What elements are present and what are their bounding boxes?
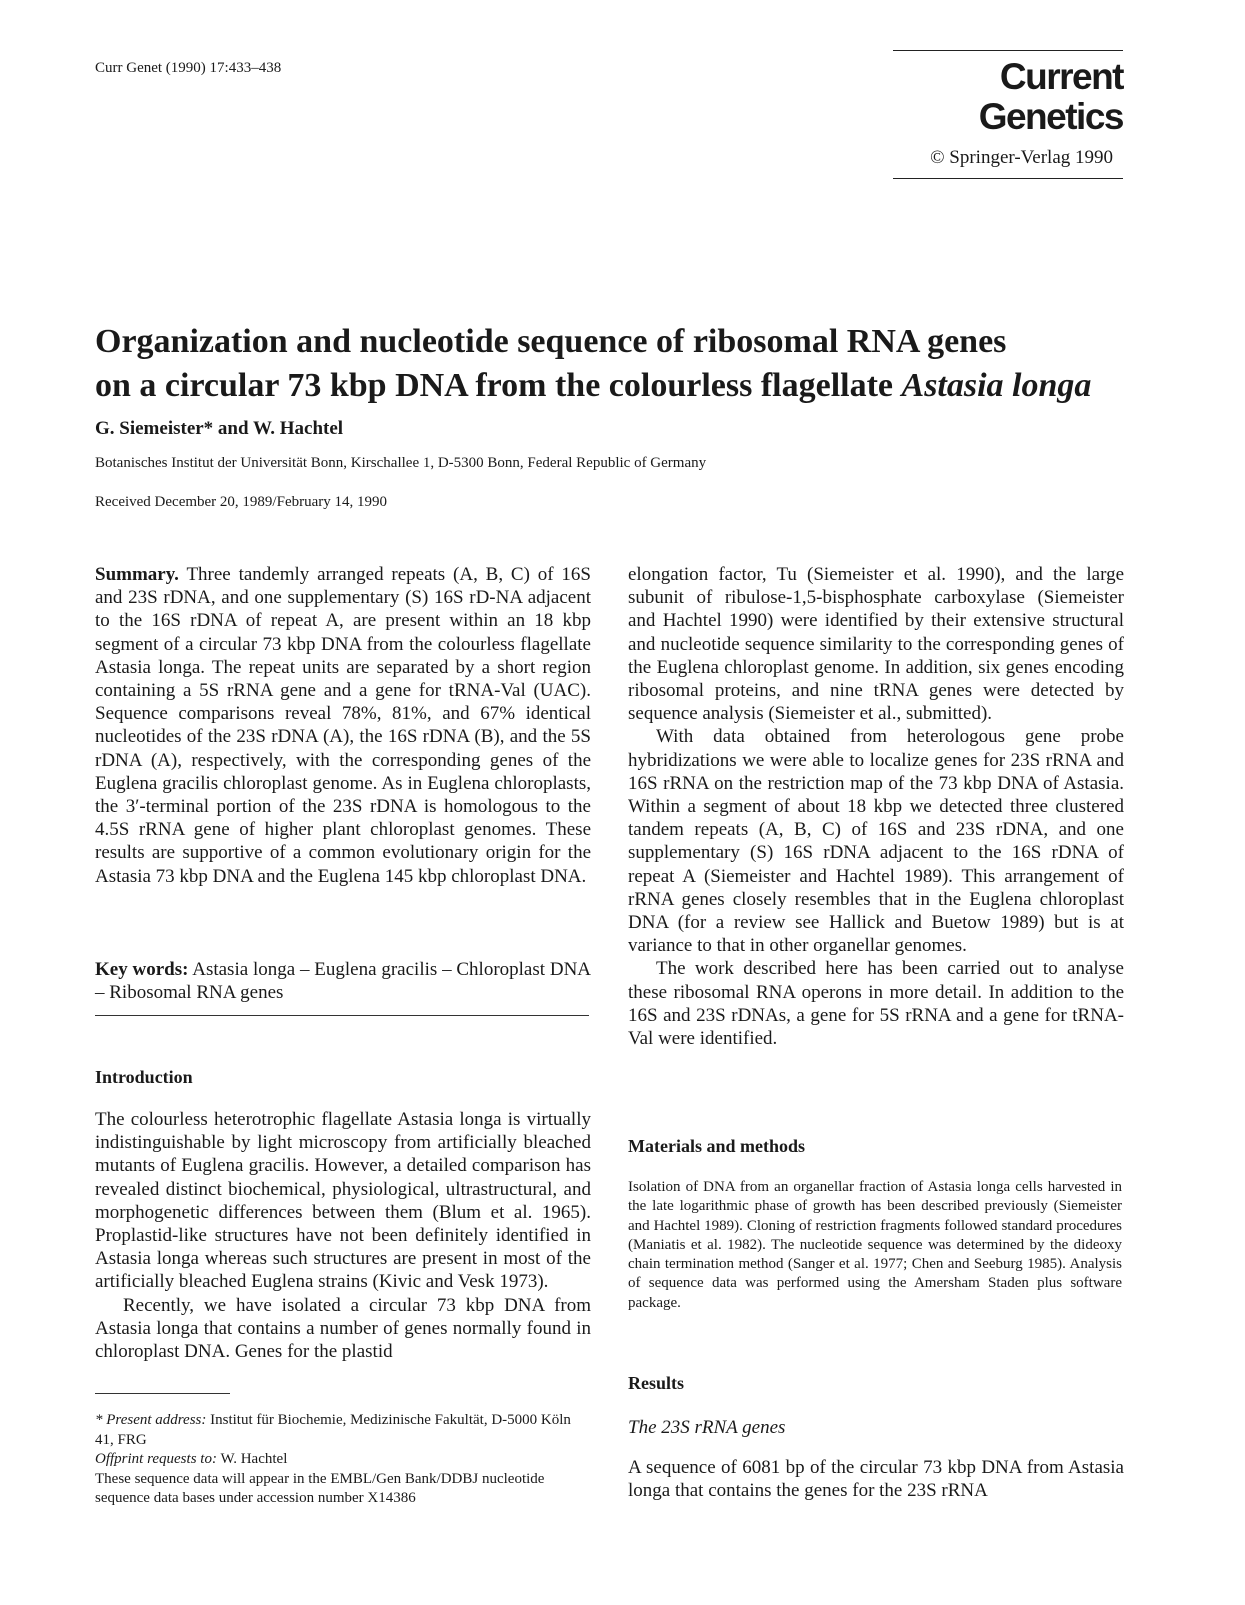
footnote-offprint: Offprint requests to: W. Hachtel	[95, 1451, 288, 1467]
journal-name: Current Genetics	[978, 56, 1123, 137]
summary-label: Summary.	[95, 564, 179, 585]
article-title	[95, 320, 1135, 408]
right-paragraph-3: The work described here has been carried out to analyse these ribosomal RNA operons in more detail. In addition to the 16S and 23S rDNAs, a gene for 5S rRNA and a gene for tRNA-Val were identified.	[628, 958, 1124, 1050]
footnote-present-address: * Present address: Institut für Biochemie, Medizinische Fakultät, D-5000 Köln 41, FRG	[95, 1412, 571, 1448]
introduction-body	[95, 1108, 591, 1363]
title-line-2-text: on a circular 73 kbp DNA from the colourless flagellate	[95, 367, 894, 404]
keywords-label: Key words:	[95, 959, 189, 980]
methods-heading: Materials and methods	[628, 1136, 805, 1156]
keywords-divider	[95, 1015, 589, 1016]
title-line-1: Organization and nucleotide sequence of ribosomal RNA genes	[95, 323, 1007, 360]
introduction-paragraph-2: Recently, we have isolated a circular 73 kbp DNA from Astasia longa that contains a number of genes normally found in chloroplast DNA. Genes for the plastid	[95, 1294, 591, 1363]
journal-masthead	[893, 50, 1123, 179]
received-dates: Received December 20, 1989/February 14, 1990	[95, 494, 387, 510]
summary-paragraph	[95, 563, 591, 888]
footnote-accession: These sequence data will appear in the EMBL/Gen Bank/DDBJ nucleotide sequence data bases under accession number X14386	[95, 1470, 545, 1506]
right-column-body	[628, 563, 1124, 1050]
right-paragraph-1: elongation factor, Tu (Siemeister et al. 1990), and the large subunit of ribulose-1,5-bisphosphate carboxylase (Siemeister and Hachtel 1990) were identified by their extensive structural and nucleotide sequence similarity to the corresponding genes of the Euglena chloroplast genome. In addition, six genes encoding ribosomal proteins, and nine tRNA genes were detected by sequence analysis (Siemeister et al., submitted).	[628, 564, 1124, 725]
right-paragraph-2: With data obtained from heterologous gene probe hybridizations we were able to localize genes for 23S rRNA and 16S rRNA on the restriction map of the 73 kbp DNA of Astasia. Within a segment of about 18 kbp we detected three clustered tandem repeats (A, B, C) of 16S and 23S rDNA, and one supplementary (S) 16S rDNA adjacent to the 16S rDNA of repeat A (Siemeister and Hachtel 1989). This arrangement of rRNA genes closely resembles that in the Euglena chloroplast DNA (for a review see Hallick and Buetow 1989) but is at variance to that in other organellar genomes.	[628, 726, 1124, 957]
introduction-heading: Introduction	[95, 1067, 193, 1087]
keywords-paragraph	[95, 958, 591, 1004]
results-heading: Results	[628, 1373, 685, 1393]
journal-citation: Curr Genet (1990) 17:433–438	[95, 60, 282, 76]
summary-text: Three tandemly arranged repeats (A, B, C) of 16S and 23S rDNA, and one supplementary (S) 16S rD-NA adjacent to the 16S rDNA of repeat A, are present within an 18 kbp segment of a circular 73 kbp DNA from the colourless flagellate Astasia longa. The repeat units are separated by a short region containing a 5S rRNA gene and a gene for tRNA-Val (UAC). Sequence comparisons reveal 78%, 81%, and 67% identical nucleotides of the 23S rDNA (A), the 16S rDNA (B), and the 5S rDNA (A), respectively, with the corresponding genes of the Euglena gracilis chloroplast genome. As in Euglena chloroplasts, the 3′-terminal portion of the 23S rDNA is homologous to the 4.5S rRNA gene of higher plant chloroplast genomes. These results are supportive of a common evolutionary origin for the Astasia 73 kbp DNA and the Euglena 145 kbp chloroplast DNA.	[95, 564, 591, 887]
title-species: Astasia longa	[901, 367, 1092, 404]
results-subheading: The 23S rRNA genes	[628, 1417, 786, 1438]
results-text: A sequence of 6081 bp of the circular 73 kbp DNA from Astasia longa that contains the genes for the 23S rRNA	[628, 1457, 1124, 1502]
footnote-divider	[95, 1393, 230, 1394]
affiliation: Botanisches Institut der Universität Bonn, Kirschallee 1, D-5300 Bonn, Federal Republic of Germany	[95, 455, 707, 471]
introduction-paragraph-1: The colourless heterotrophic flagellate Astasia longa is virtually indistinguishable by light microscopy from artificially bleached mutants of Euglena gracilis. However, a detailed comparison has revealed distinct biochemical, physiological, ultrastructural, and morphogenetic differences between them (Blum et al. 1965). Proplastid-like structures have not been definitely identified in Astasia longa whereas such structures are present in most of the artificially bleached Euglena strains (Kivic and Vesk 1973).	[95, 1109, 591, 1293]
title-line-2	[95, 364, 1135, 408]
methods-text: Isolation of DNA from an organellar fraction of Astasia longa cells harvested in the late logarithmic phase of growth has been described previously (Siemeister and Hachtel 1989). Cloning of restriction fragments followed standard procedures (Maniatis et al. 1982). The nucleotide sequence was determined by the dideoxy chain termination method (Sanger et al. 1977; Chen and Seeburg 1985). Analysis of sequence data was performed using the Amersham Staden plus software package.	[628, 1179, 1122, 1311]
authors: G. Siemeister* and W. Hachtel	[95, 418, 344, 439]
footnotes	[95, 1411, 591, 1509]
keywords-text: Astasia longa – Euglena gracilis – Chloroplast DNA – Ribosomal RNA genes	[95, 959, 592, 1004]
publisher-copyright: © Springer-Verlag 1990	[930, 147, 1113, 168]
